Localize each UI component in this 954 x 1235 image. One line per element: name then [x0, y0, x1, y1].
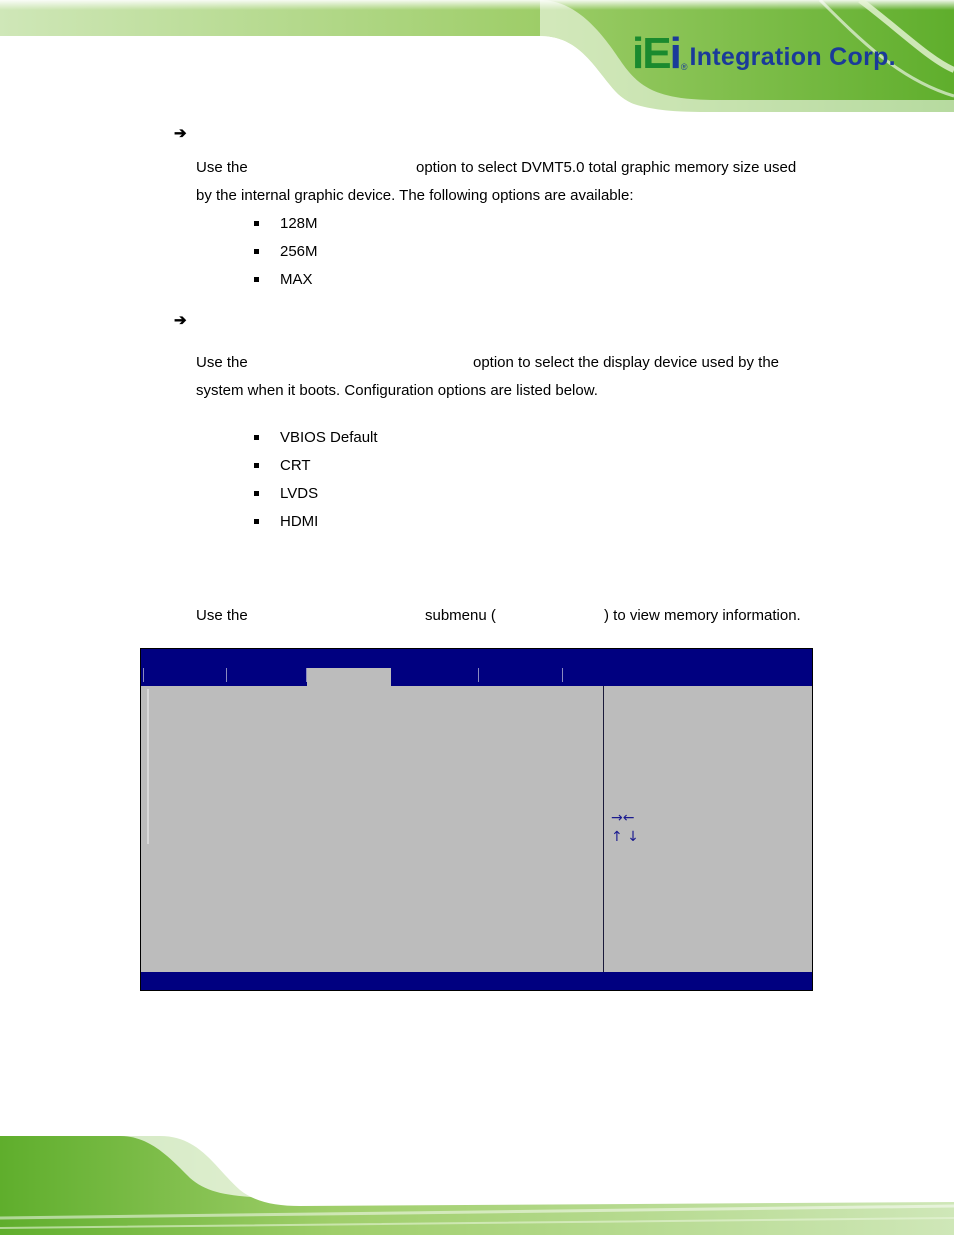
section2-option: VBIOS Default [280, 429, 378, 446]
section3-intro-right: ) to view memory information. [604, 607, 801, 624]
section2-intro-left: Use the [196, 354, 248, 371]
section1-line2: by the internal graphic device. The following options are available: [196, 187, 634, 204]
section2-option: CRT [280, 457, 311, 474]
section2-option: LVDS [280, 485, 319, 502]
bios-key-up-down-icon: ↑ ↓ [611, 829, 639, 845]
bios-key-left-right-icon: →← [611, 810, 635, 826]
section1-intro-right: option to select DVMT5.0 total graphic memory size used [416, 159, 797, 176]
company-logo [632, 26, 922, 76]
section1-option: 128M [280, 215, 318, 232]
bullet-icon [254, 519, 259, 524]
section1-intro-left: Use the [196, 159, 248, 176]
bullet-icon [254, 491, 259, 496]
bios-status-bar [141, 972, 812, 990]
bios-panel-divider [603, 686, 604, 972]
bios-menu-bar [141, 649, 812, 686]
section2-intro-right: option to select the display device used by the [473, 354, 780, 371]
logo-mark: iEi [632, 29, 680, 78]
page-footer [0, 1128, 954, 1235]
bios-tab-separator [478, 668, 479, 682]
bios-tab-active[interactable] [307, 668, 391, 686]
section1-option: 256M [280, 243, 318, 260]
section2-line2: system when it boots. Configuration options are listed below. [196, 382, 598, 399]
section1-option: MAX [280, 271, 313, 288]
logo-text: Integration Corp. [689, 43, 896, 71]
section2-arrow-icon: ➔ [174, 312, 187, 329]
bullet-icon [254, 463, 259, 468]
bios-tab-separator [226, 668, 227, 682]
section3-intro-mid: submenu ( [425, 607, 496, 624]
bios-tab-separator [143, 668, 144, 682]
section1-arrow-icon: ➔ [174, 125, 187, 142]
logo-registered: ® [680, 62, 688, 72]
bullet-icon [254, 277, 259, 282]
bios-tab-separator [562, 668, 563, 682]
footer-decoration [0, 1128, 954, 1235]
bios-scroll-edge [147, 689, 149, 844]
bullet-icon [254, 435, 259, 440]
page-header [0, 0, 954, 112]
bios-screen [140, 648, 813, 991]
section2-option: HDMI [280, 513, 319, 530]
bullet-icon [254, 221, 259, 226]
section3-intro-left: Use the [196, 607, 248, 624]
bullet-icon [254, 249, 259, 254]
